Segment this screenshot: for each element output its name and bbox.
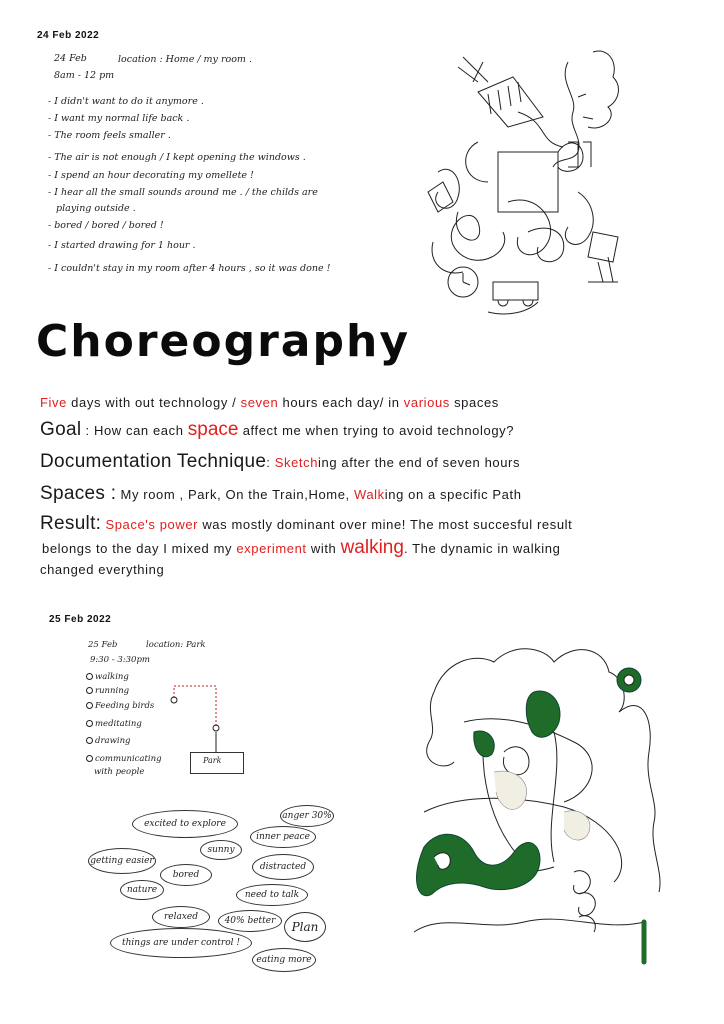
activity-item: meditating xyxy=(86,719,142,729)
summary-line-overview xyxy=(40,395,700,419)
goal-label: Goal xyxy=(40,419,82,440)
feeling-bubble: eating more xyxy=(252,948,316,972)
sketch2-date: 25 Feb 2022 xyxy=(49,614,112,625)
green-shape xyxy=(526,691,560,737)
journal-line: playing outside . xyxy=(56,203,136,214)
highlight-sketch: Sketch xyxy=(274,455,319,470)
highlight-various: various xyxy=(403,395,450,410)
feelings-cloud xyxy=(80,800,340,975)
feeling-bubble: relaxed xyxy=(152,906,210,928)
feeling-bubble: bored xyxy=(160,864,212,886)
journal-line: - I didn't want to do it anymore . xyxy=(48,96,204,107)
technique-text: ing after the end of seven hours xyxy=(318,455,521,470)
summary-text: days with out technology / xyxy=(66,395,241,410)
park-label: Park xyxy=(203,756,222,765)
project-summary xyxy=(40,395,700,583)
technique-label: Documentation Technique xyxy=(40,451,267,472)
journal-line: - I hear all the small sounds around me . / the childs are xyxy=(48,187,318,198)
journal-line: - The room feels smaller . xyxy=(48,130,171,141)
feeling-bubble: Plan xyxy=(284,912,326,942)
green-shape xyxy=(416,834,539,895)
journal-line: - bored / bored / bored ! xyxy=(48,220,164,231)
sketch1-journal xyxy=(48,50,378,290)
result-text: with xyxy=(306,541,341,556)
highlight-walking: walking xyxy=(340,537,404,558)
journal-line: - I want my normal life back . xyxy=(48,113,190,124)
technique-colon: : xyxy=(266,455,275,470)
spaces-label: Spaces : xyxy=(40,483,117,504)
result-text: . The dynamic in walking xyxy=(403,541,561,556)
highlight-space: space xyxy=(187,419,239,440)
summary-spaces xyxy=(40,483,700,513)
summary-text: spaces xyxy=(449,395,499,410)
journal-line: - I spend an hour decorating my omellete ! xyxy=(48,170,254,181)
highlight-seven: seven xyxy=(240,395,279,410)
result-text: changed everything xyxy=(40,562,165,577)
journal-location: location : Home / my room . xyxy=(118,54,252,65)
highlight-spaces-power: Space's power xyxy=(101,517,199,532)
goal-text: affect me when trying to avoid technology? xyxy=(238,423,515,438)
feeling-bubble: sunny xyxy=(200,840,242,860)
activity-item: walking xyxy=(86,672,129,682)
sketch2-journal xyxy=(86,640,326,790)
feeling-bubble: distracted xyxy=(252,854,314,880)
summary-result xyxy=(40,513,700,537)
abstract-face-drawing xyxy=(404,632,694,972)
journal-time: 9:30 - 3:30pm xyxy=(90,655,150,665)
result-text: belongs to the day I mixed my xyxy=(42,541,237,556)
activity-item: drawing xyxy=(86,736,130,746)
feeling-bubble: nature xyxy=(120,880,164,900)
result-label: Result: xyxy=(40,513,102,534)
summary-goal xyxy=(40,419,700,451)
journal-line: - I couldn't stay in my room after 4 hours , so it was done ! xyxy=(48,263,331,274)
journal-line: - I started drawing for 1 hour . xyxy=(48,240,196,251)
summary-result-cont xyxy=(40,537,700,561)
journal-location: location: Park xyxy=(146,640,206,650)
spaces-text: ing on a specific Path xyxy=(384,487,522,502)
activity-item: communicating xyxy=(86,754,162,764)
feeling-bubble: anger 30% xyxy=(280,805,334,827)
result-text: was mostly dominant over mine! The most succesful result xyxy=(198,517,573,532)
feeling-bubble: need to talk xyxy=(236,884,308,906)
highlight-five: Five xyxy=(40,395,67,410)
feeling-bubble: getting easier xyxy=(88,848,156,874)
line-drawing-sketch1 xyxy=(418,42,646,327)
journal-date: 25 Feb xyxy=(88,640,118,650)
activity-item: with people xyxy=(94,767,145,777)
goal-text: : How can each xyxy=(81,423,188,438)
sketch1-date: 24 Feb 2022 xyxy=(37,30,100,41)
green-shape xyxy=(474,731,495,757)
park-box xyxy=(190,752,244,774)
activity-item: running xyxy=(86,686,129,696)
spaces-text: My room , Park, On the Train,Home, xyxy=(116,487,354,502)
page-title: Choreography xyxy=(36,316,411,367)
journal-date: 24 Feb xyxy=(54,53,87,64)
summary-technique xyxy=(40,451,700,483)
feeling-bubble: excited to explore xyxy=(132,810,238,838)
summary-text: hours each day/ in xyxy=(278,395,404,410)
journal-line: - The air is not enough / I kept opening the windows . xyxy=(48,152,306,163)
highlight-experiment: experiment xyxy=(236,541,307,556)
feeling-bubble: inner peace xyxy=(250,826,316,848)
activity-item: Feeding birds xyxy=(86,701,154,711)
summary-result-end xyxy=(40,561,700,583)
highlight-walk: Walk xyxy=(353,487,385,502)
feeling-bubble: things are under control ! xyxy=(110,928,252,958)
feeling-bubble: 40% better xyxy=(218,910,282,932)
journal-time: 8am - 12 pm xyxy=(54,70,115,81)
